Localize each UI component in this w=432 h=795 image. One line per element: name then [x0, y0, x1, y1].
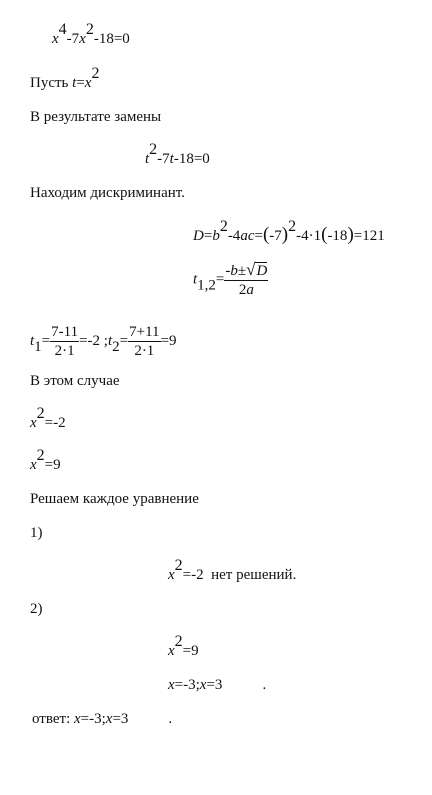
trailing-dot: .: [262, 677, 267, 693]
var-x: x: [30, 457, 37, 473]
var-x: x: [168, 677, 175, 693]
var-t: t: [169, 151, 174, 167]
value: =3: [112, 711, 129, 727]
var-x: x: [52, 31, 59, 47]
item2-equation: [168, 633, 199, 660]
solve-each-text: Решаем каждое уравнение: [30, 491, 199, 507]
fraction-numerator: 7-11: [51, 324, 79, 341]
root1-fraction: [50, 324, 79, 359]
value: 2: [238, 282, 247, 298]
var-t: t: [193, 271, 198, 288]
equals: =: [215, 271, 225, 288]
root2-fraction: [128, 324, 160, 359]
value: =-3;: [174, 677, 200, 693]
fraction-numerator: [224, 262, 268, 281]
trailing-dot: .: [168, 711, 173, 727]
roots-formula: [193, 262, 268, 298]
find-discriminant-text: Находим дискриминант.: [30, 185, 185, 201]
var-x: x: [168, 567, 175, 583]
term: =9: [182, 643, 199, 659]
result: =121: [353, 228, 385, 244]
fraction-numerator: 7+11: [129, 324, 160, 341]
value: -18: [327, 228, 348, 244]
fraction-denominator: [224, 281, 268, 298]
var-ac: ac: [240, 228, 255, 244]
var-x: x: [105, 711, 113, 727]
equals: =: [41, 333, 51, 349]
var-x: x: [168, 643, 175, 659]
var-t: t: [107, 333, 113, 349]
case1-equation: [30, 405, 66, 432]
item2-label: 2): [30, 601, 43, 617]
var-x: x: [73, 711, 81, 727]
term: -7: [66, 31, 80, 47]
root1-result: =-2 ;: [79, 333, 108, 349]
quadratic-in-t: [145, 141, 210, 168]
var-t: t: [145, 151, 150, 167]
roots-fraction: [224, 262, 268, 298]
root2-result: =9: [160, 333, 177, 349]
var-b: b: [212, 228, 220, 244]
var-t: t: [30, 333, 35, 349]
paren-open: (: [262, 224, 270, 245]
paren-close: ): [281, 224, 289, 245]
item1-label: 1): [30, 525, 43, 541]
term: -18=0: [173, 151, 210, 167]
answer-label: ответ:: [32, 711, 74, 727]
exponent: 2: [91, 65, 100, 82]
var-x: x: [84, 75, 92, 91]
roots-values: [30, 324, 176, 359]
sqrt-icon: √: [246, 260, 256, 279]
var-t: t: [72, 75, 77, 91]
term: -4·1: [296, 228, 322, 244]
term: =-2 нет решений.: [182, 567, 297, 583]
value: =-3;: [80, 711, 106, 727]
var-x: x: [79, 31, 86, 47]
in-this-case-text: В этом случае: [30, 373, 120, 389]
exponent: 2: [174, 557, 183, 574]
var-D: D: [256, 263, 268, 279]
subscript: 1: [34, 339, 42, 355]
fraction-denominator: 2·1: [134, 343, 155, 360]
term: -7: [157, 151, 170, 167]
equals: =: [203, 228, 213, 244]
sqrt-radicand: [255, 262, 267, 279]
equals: =: [76, 75, 85, 91]
exponent: 2: [85, 21, 94, 38]
after-substitution-text: В результате замены: [30, 109, 162, 125]
term: =-2: [44, 415, 66, 431]
exponent: 4: [58, 21, 67, 38]
exponent: 2: [288, 218, 297, 235]
exponent: 2: [219, 218, 228, 235]
fraction-denominator: 2·1: [54, 343, 75, 360]
original-equation: [52, 21, 130, 48]
exponent: 2: [36, 405, 45, 422]
term: =9: [44, 457, 61, 473]
paren-close: ): [347, 224, 354, 245]
answer-line: [32, 710, 172, 728]
term: -18=0: [93, 31, 130, 47]
exponent: 2: [174, 633, 183, 650]
plus-minus: ±: [237, 263, 247, 279]
subscript: 2: [112, 339, 120, 355]
var-x: x: [199, 677, 207, 693]
let-label: Пусть: [30, 75, 73, 91]
case2-equation: [30, 447, 61, 474]
value: =3: [206, 677, 223, 693]
var-a: a: [246, 282, 254, 298]
equals: =: [254, 228, 263, 244]
value: -7: [269, 228, 282, 244]
var-b: b: [230, 263, 238, 279]
var-x: x: [30, 415, 37, 431]
equals: =: [119, 333, 129, 349]
item2-solution: [168, 676, 266, 694]
discriminant-formula: [193, 218, 385, 245]
substitution-line: [30, 65, 100, 92]
exponent: 2: [36, 447, 45, 464]
item1-equation: [168, 557, 297, 584]
paren-open: (: [321, 224, 328, 245]
subscript: 1,2: [197, 277, 216, 294]
term: -4: [227, 228, 241, 244]
var-D: D: [193, 228, 204, 244]
exponent: 2: [149, 141, 158, 158]
minus: -: [225, 263, 231, 279]
